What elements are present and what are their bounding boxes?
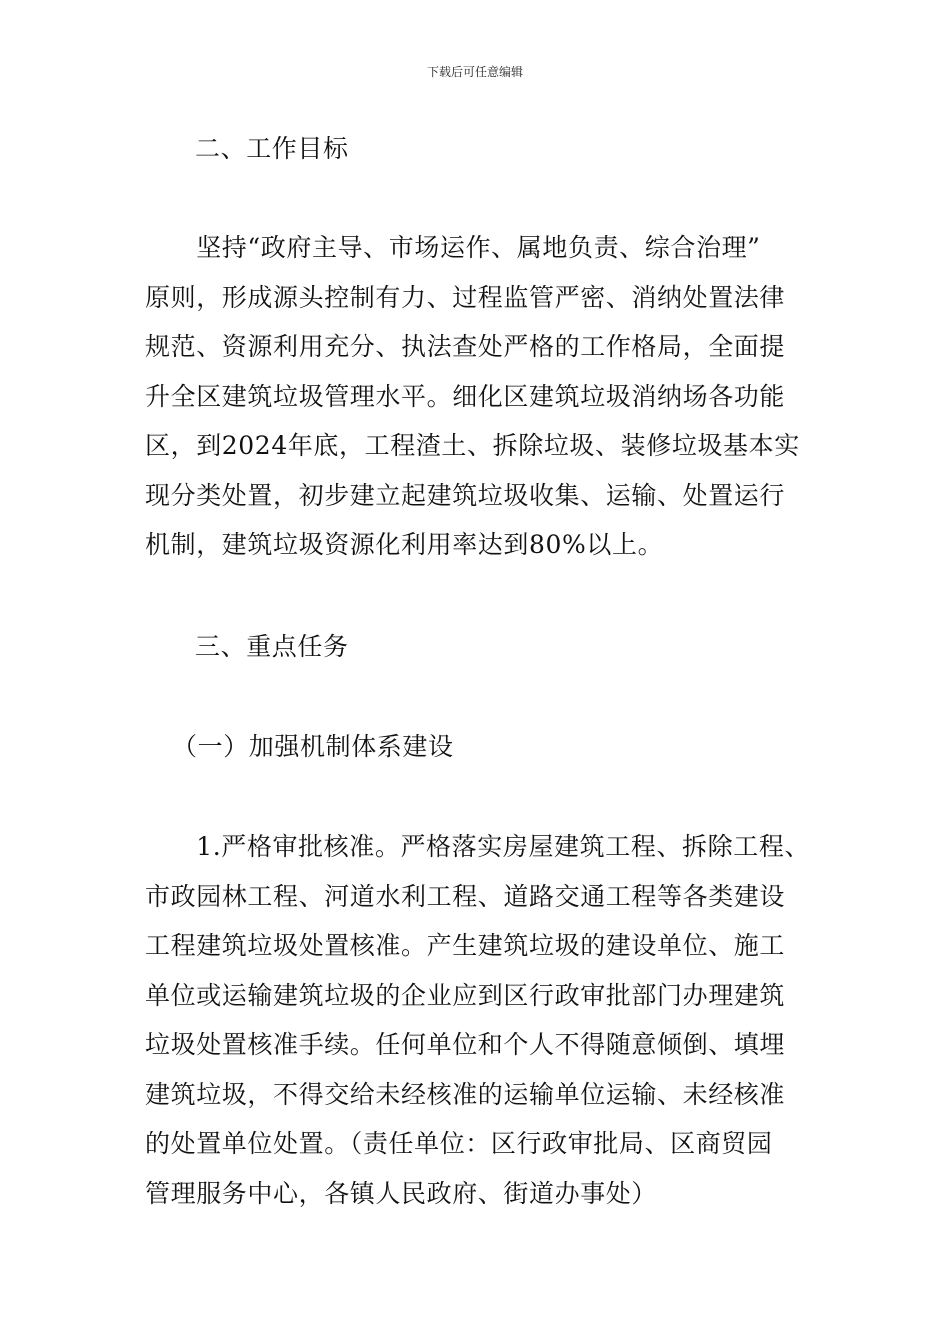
section-heading-goals: 二、工作目标 bbox=[195, 134, 349, 163]
paragraph-line: 原则，形成源头控制有力、过程监管严密、消纳处置法律 bbox=[145, 282, 786, 312]
paragraph-line: 垃圾处置核准手续。任何单位和个人不得随意倾倒、填埋 bbox=[145, 1030, 786, 1059]
paragraph-line: 市政园林工程、河道水利工程、道路交通工程等各类建设 bbox=[145, 881, 786, 911]
paragraph-line: 管理服务中心，各镇人民政府、街道办事处） bbox=[145, 1178, 658, 1208]
paragraph-line: 规范、资源利用充分、执法查处严格的工作格局，全面提 bbox=[145, 332, 786, 361]
paragraph-line: 现分类处置，初步建立起建筑垃圾收集、运输、处置运行 bbox=[145, 480, 786, 510]
paragraph-line: 建筑垃圾，不得交给未经核准的运输单位运输、未经核准 bbox=[145, 1079, 786, 1109]
paragraph-line: 机制，建筑垃圾资源化利用率达到80%以上。 bbox=[145, 530, 664, 559]
paragraph-line: 1.严格审批核准。严格落实房屋建筑工程、拆除工程、 bbox=[145, 832, 811, 861]
paragraph-line: 区，到2024年底，工程渣土、拆除垃圾、装修垃圾基本实 bbox=[145, 431, 800, 460]
section-heading-key-tasks: 三、重点任务 bbox=[195, 632, 349, 661]
paragraph-line: 工程建筑垃圾处置核准。产生建筑垃圾的建设单位、施工 bbox=[145, 931, 786, 960]
page-header-note: 下载后可任意编辑 bbox=[426, 65, 523, 79]
goals-paragraph bbox=[145, 223, 815, 570]
paragraph-line: 坚持“政府主导、市场运作、属地负责、综合治理” bbox=[145, 233, 761, 262]
subsection-heading: （一）加强机制体系建设 bbox=[172, 732, 454, 761]
task-item-1 bbox=[145, 822, 815, 1218]
paragraph-line: 的处置单位处置。（责任单位：区行政审批局、区商贸园 bbox=[145, 1129, 773, 1158]
paragraph-line: 升全区建筑垃圾管理水平。细化区建筑垃圾消纳场各功能 bbox=[145, 381, 786, 411]
paragraph-line: 单位或运输建筑垃圾的企业应到区行政审批部门办理建筑 bbox=[145, 980, 786, 1010]
